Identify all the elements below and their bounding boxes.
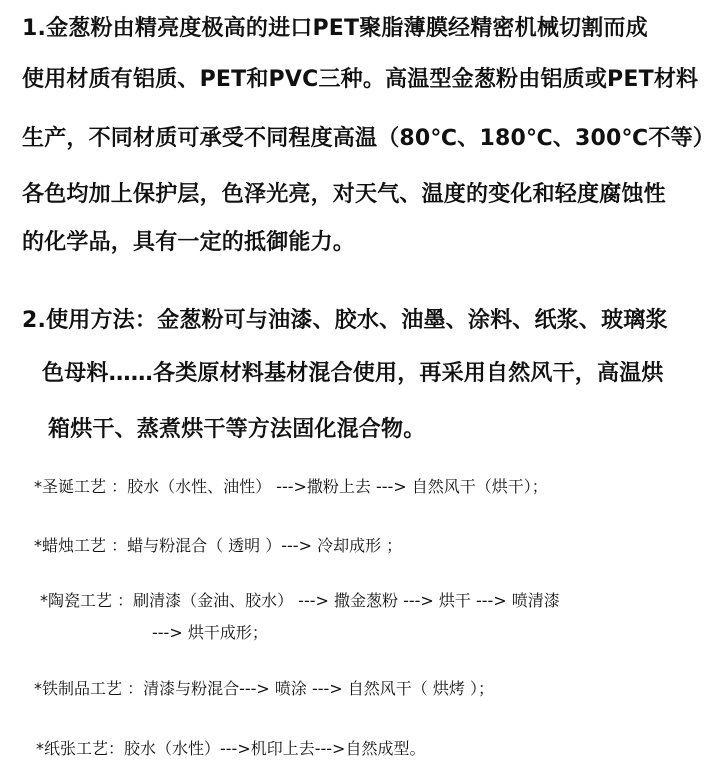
process-ceramic-line-1: *陶瓷工艺 ：刷清漆（金油、胶水） ---> 撒金葱粉 ---> 烘干 ---> 喷清漆	[40, 591, 560, 610]
section1-line-1: 1.金葱粉由精亮度极高的进口PET聚脂薄膜经精密机械切割而成	[22, 16, 648, 41]
process-ceramic-line-2: ---> 烘干成形；	[152, 623, 268, 642]
process-christmas: *圣诞工艺 ：胶水（水性、油性） --->撒粉上去 ---> 自然风干（烘干）；	[34, 477, 548, 496]
section2-line-2: 色母料……各类原材料基材混合使用，再采用自然风干，高温烘	[42, 361, 664, 386]
section2-line-1: 2.使用方法：金葱粉可与油漆、胶水、油墨、涂料、纸浆、玻璃浆	[22, 308, 668, 333]
process-paper: *纸张工艺：胶水（水性）--->机印上去--->自然成型。	[36, 739, 426, 758]
process-iron: *铁制品工艺 ：清漆与粉混合---> 喷涂 ---> 自然风干（ 烘烤 ）；	[34, 679, 494, 698]
process-candle: *蜡烛工艺 ：蜡与粉混合（ 透明 ）---> 冷却成形 ；	[34, 536, 403, 555]
section1-line-3: 生产，不同材质可承受不同程度高温（80℃、180℃、300℃不等）	[22, 126, 715, 151]
section1-line-4: 各色均加上保护层，色泽光亮，对天气、温度的变化和轻度腐蚀性	[22, 182, 666, 207]
section2-line-3: 箱烘干、蒸煮烘干等方法固化混合物。	[48, 417, 426, 442]
section1-line-2: 使用材质有铝质、PET和PVC三种。高温型金葱粉由铝质或PET材料	[22, 67, 699, 92]
section1-line-5: 的化学品，具有一定的抵御能力。	[22, 230, 356, 255]
